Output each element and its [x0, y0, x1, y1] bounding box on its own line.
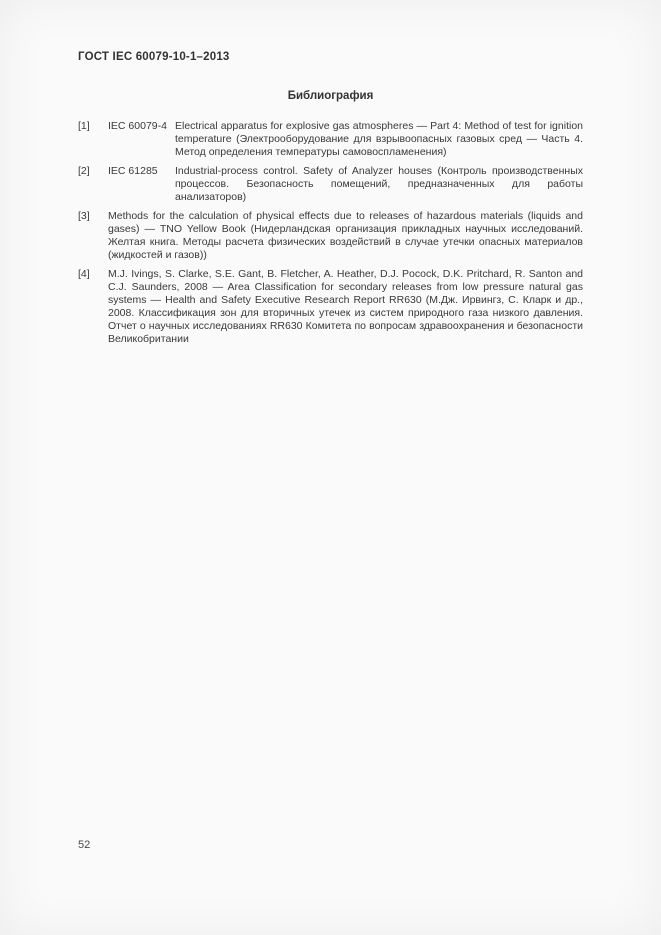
section-title: Библиография [287, 90, 374, 102]
bibliography-entry [78, 165, 583, 204]
running-header: ГОСТ IEC 60079-10-1–2013 [78, 51, 230, 63]
entry-reference: IEC 61285 [108, 165, 158, 177]
entry-text: Methods for the calculation of physical effects due to releases of hazardous materials (liquids and gases) — TNO Yellow Book (Нидерландская организация прикладных научных исследований. Желтая книга. Методы расчета физических воздействий в случае утечки опасных материалов (жидкостей и газов)) [108, 210, 583, 261]
entry-text: Industrial-process control. Safety of Analyzer houses (Контроль производственных процессов. Безопасность помещений, предназначенных для работы анализаторов) [175, 165, 583, 203]
entry-number: [4] [78, 268, 90, 280]
bibliography-entry [78, 120, 583, 159]
entry-reference: IEC 60079-4 [108, 120, 167, 132]
entry-number: [3] [78, 210, 90, 222]
bibliography-list [78, 120, 583, 352]
entry-text: Electrical apparatus for explosive gas atmospheres — Part 4: Method of test for ignition temperature (Электрооборудование для взрывоопасных газовых сред — Часть 4. Метод определения температуры самовоспламенения) [175, 120, 583, 158]
entry-text: M.J. Ivings, S. Clarke, S.E. Gant, B. Fletcher, A. Heather, D.J. Pocock, D.K. Pritchard, R. Santon and C.J. Saunders, 2008 — Area Classification for secondary releases from low pressure natural gas systems — Health and Safety Executive Research Report RR630 (М.Дж. Ирвингз, С. Кларк и др., 2008. Классификация зон для вторичных утечек из систем природного газа низкого давления. Отчет о научных исследованиях RR630 Комитета по вопросам здравоохранения и безопасности Великобритании [108, 268, 583, 345]
bibliography-entry [78, 210, 583, 262]
page-number: 52 [78, 839, 91, 851]
bibliography-entry [78, 268, 583, 346]
entry-number: [1] [78, 120, 90, 132]
entry-number: [2] [78, 165, 90, 177]
